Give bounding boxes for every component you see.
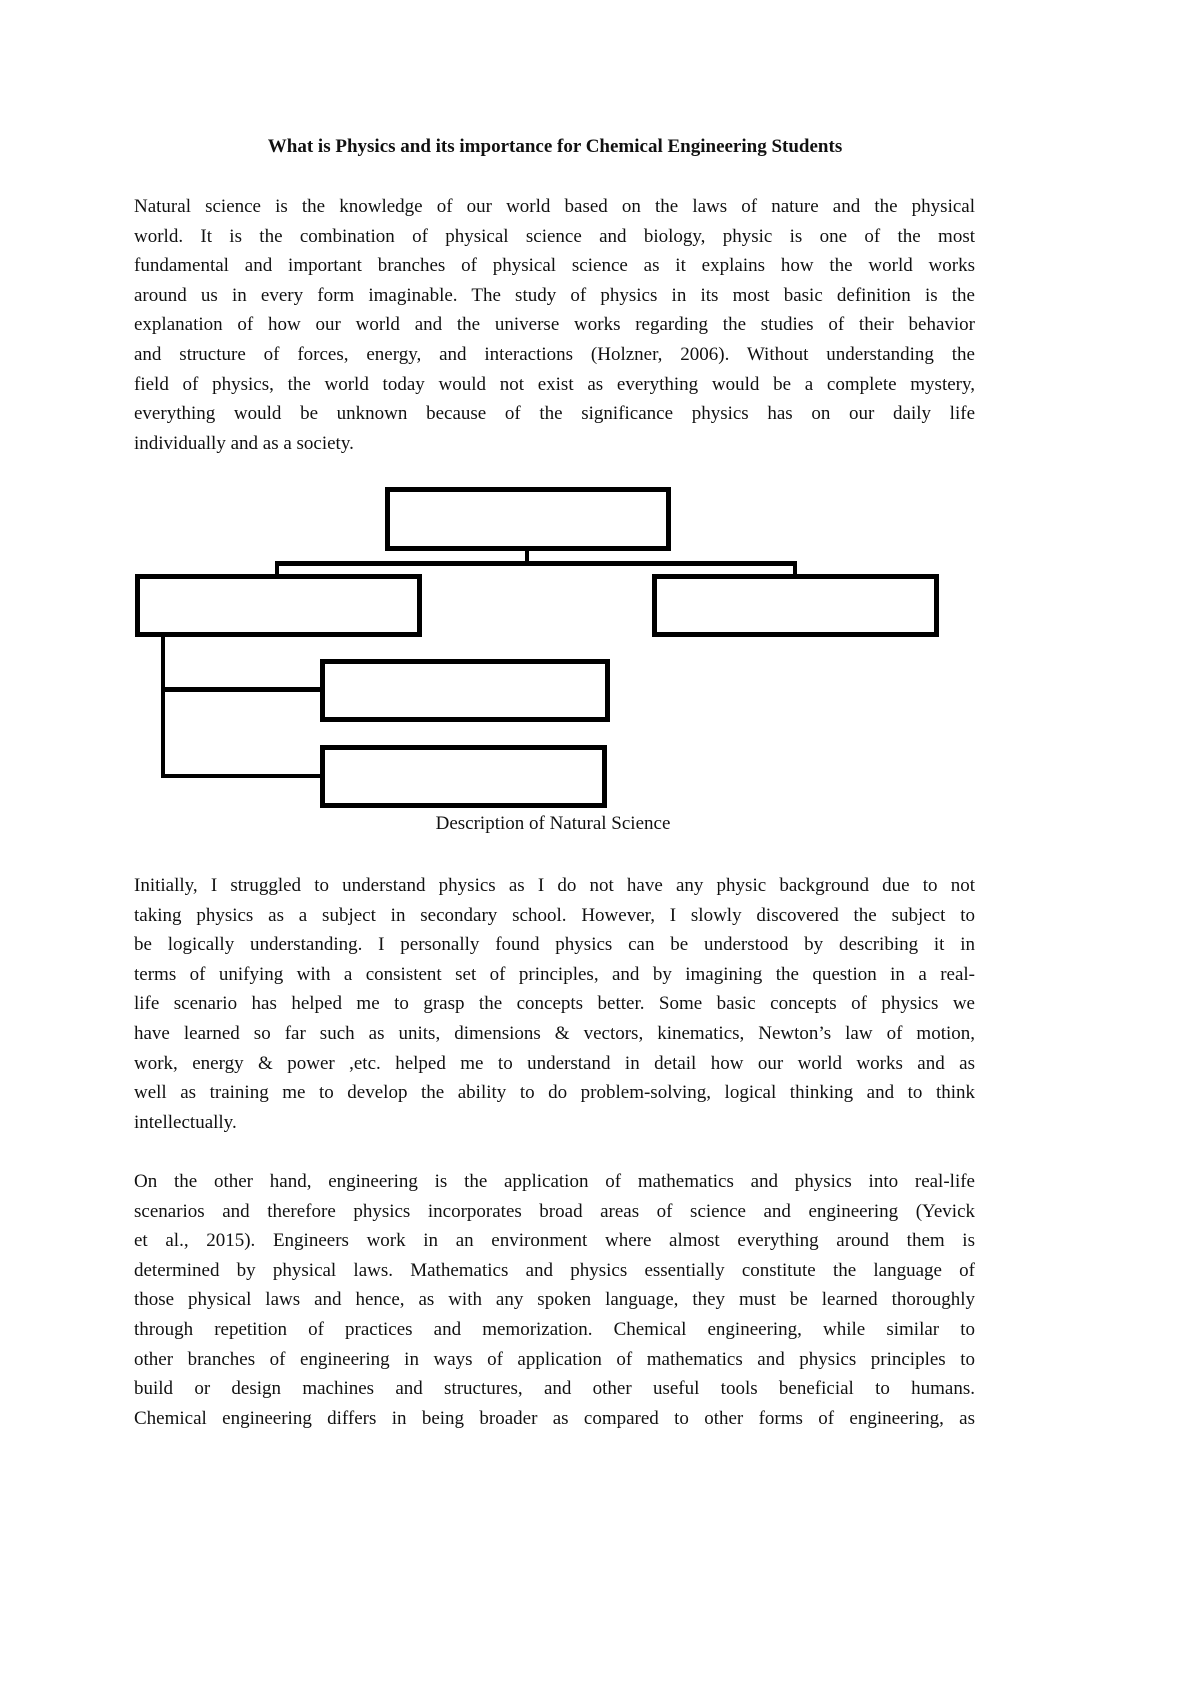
text-line: Natural science is the knowledge of our world based on the laws of nature and the physical (134, 196, 975, 217)
text-line: be logically understanding. I personally found physics can be understood by describing it in (134, 934, 975, 956)
text-line: life scenario has helped me to grasp the concepts better. Some basic concepts of physics we (134, 993, 975, 1015)
text-line: individually and as a society. (134, 432, 354, 454)
paragraph-engineering (134, 1167, 975, 1433)
text-line: well as training me to develop the ability to do problem-solving, logical thinking and to think (134, 1082, 975, 1104)
paragraph-natural-science (134, 192, 975, 458)
diagram-connector (161, 636, 165, 778)
paragraph-personal-experience (134, 871, 975, 1137)
document-title: What is Physics and its importance for Chemical Engineering Students (267, 136, 843, 157)
text-line: everything would be unknown because of the significance physics has on our daily life (134, 403, 975, 425)
text-line: et al., 2015). Engineers work in an environment where almost everything around them is (134, 1230, 975, 1252)
diagram-child-box-1 (320, 659, 610, 722)
text-line: On the other hand, engineering is the application of mathematics and physics into real-life (134, 1171, 975, 1192)
text-line: have learned so far such as units, dimensions & vectors, kinematics, Newton’s law of motion, (134, 1022, 975, 1044)
text-line: Chemical engineering differs in being broader as compared to other forms of engineering, as (134, 1407, 975, 1429)
text-line: work, energy & power ,etc. helped me to understand in detail how our world works and as (134, 1052, 975, 1074)
diagram-caption: Description of Natural Science (435, 813, 671, 834)
diagram-connector (275, 561, 797, 566)
text-line: intellectually. (134, 1111, 237, 1133)
diagram-right-box (652, 574, 939, 637)
text-line: terms of unifying with a consistent set of principles, and by imagining the question in a real- (134, 963, 975, 985)
diagram-child-box-2 (320, 745, 607, 808)
text-line: world. It is the combination of physical science and biology, physic is one of the most (134, 225, 975, 247)
text-line: scenarios and therefore physics incorporates broad areas of science and engineering (Yevick (134, 1200, 975, 1222)
text-line: build or design machines and structures, and other useful tools beneficial to humans. (134, 1378, 975, 1400)
diagram-connector (161, 774, 323, 778)
text-line: and structure of forces, energy, and interactions (Holzner, 2006). Without understanding the (134, 343, 975, 365)
text-line: field of physics, the world today would not exist as everything would be a complete mystery, (134, 373, 975, 395)
text-line: fundamental and important branches of physical science as it explains how the world works (134, 255, 975, 277)
text-line: Initially, I struggled to understand physics as I do not have any physic background due to not (134, 875, 975, 896)
text-line: through repetition of practices and memorization. Chemical engineering, while similar to (134, 1318, 975, 1340)
text-line: determined by physical laws. Mathematics and physics essentially constitute the language of (134, 1259, 975, 1281)
text-line: other branches of engineering in ways of application of mathematics and physics principles to (134, 1348, 975, 1370)
diagram-connector (161, 687, 323, 692)
text-line: taking physics as a subject in secondary school. However, I slowly discovered the subject to (134, 904, 975, 926)
text-line: explanation of how our world and the universe works regarding the studies of their behavior (134, 314, 975, 336)
diagram-root-box (385, 487, 671, 551)
text-line: those physical laws and hence, as with any spoken language, they must be learned thoroughly (134, 1289, 975, 1311)
text-line: around us in every form imaginable. The study of physics in its most basic definition is the (134, 284, 975, 306)
diagram-left-box (135, 574, 422, 637)
